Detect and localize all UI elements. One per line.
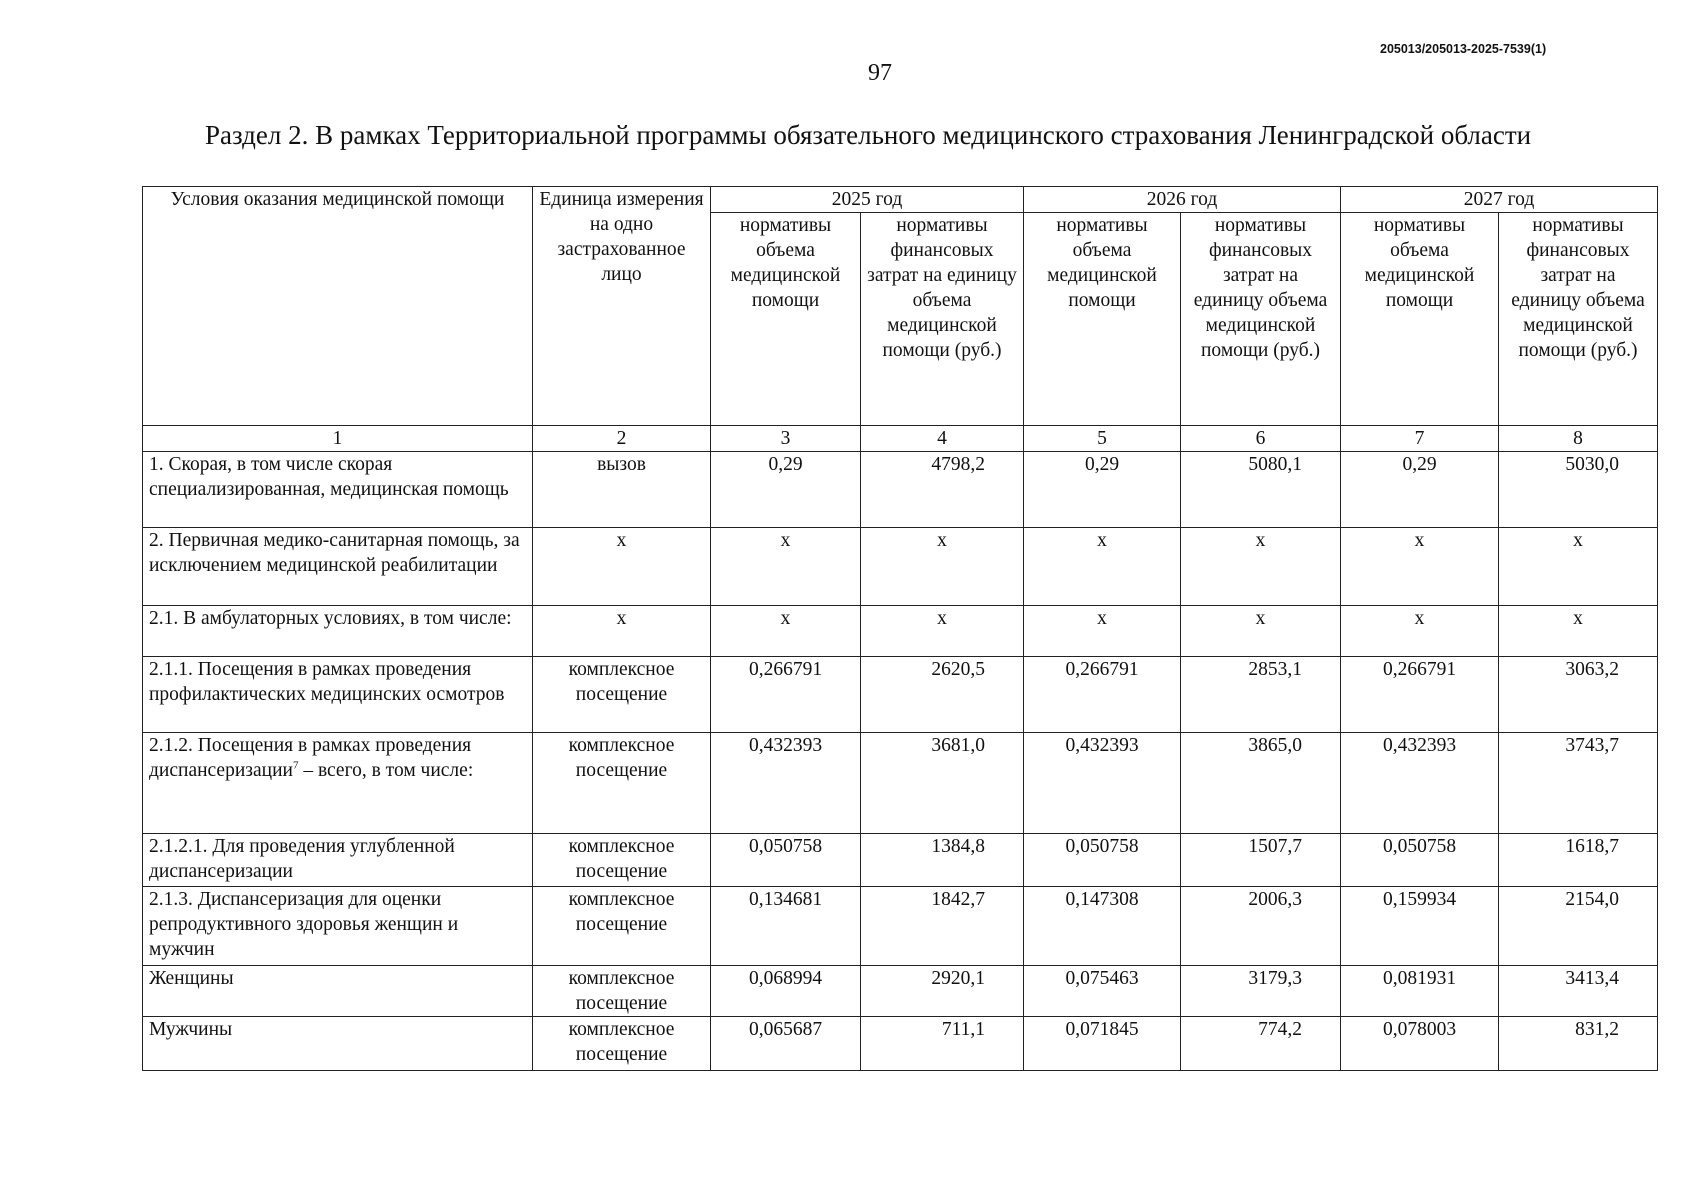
header-row-years: [143, 187, 1658, 213]
header-year-2027: 2027 год: [1341, 187, 1658, 213]
cost-2027: х: [1499, 606, 1658, 657]
cost-2025: 2920,1: [861, 966, 1024, 1017]
volume-2025: 0,068994: [711, 966, 861, 1017]
cost-2026: 774,2: [1181, 1017, 1341, 1071]
volume-2026: 0,050758: [1024, 834, 1181, 887]
footnote-mark: 7: [292, 759, 299, 772]
volume-2027: 0,050758: [1341, 834, 1499, 887]
volume-2027: х: [1341, 606, 1499, 657]
cost-2026: 5080,1: [1181, 452, 1341, 528]
row-unit: комплексное посещение: [533, 887, 711, 966]
cost-2025: х: [861, 606, 1024, 657]
row-label: 2.1.1. Посещения в рамках проведения профилактических медицинских осмотров: [143, 657, 533, 733]
row-label: 2.1. В амбулаторных условиях, в том числе:: [143, 606, 533, 657]
volume-2025: х: [711, 528, 861, 606]
table-row: [143, 966, 1658, 1017]
cost-2026: 1507,7: [1181, 834, 1341, 887]
volume-2025: 0,050758: [711, 834, 861, 887]
table-row: [143, 528, 1658, 606]
row-unit: комплексное посещение: [533, 657, 711, 733]
volume-2026: 0,075463: [1024, 966, 1181, 1017]
cost-2027: 831,2: [1499, 1017, 1658, 1071]
column-number: 2: [533, 426, 711, 452]
row-label-part1: 2.1.2. Посещения в рамках проведения диспансеризации: [149, 735, 472, 781]
table-row: [143, 733, 1658, 834]
volume-2025: 0,29: [711, 452, 861, 528]
header-conditions: Условия оказания медицинской помощи: [143, 187, 533, 426]
row-unit: х: [533, 528, 711, 606]
volume-2026: 0,266791: [1024, 657, 1181, 733]
cost-2026: х: [1181, 528, 1341, 606]
section-title: Раздел 2. В рамках Территориальной программы обязательного медицинского страхования Ленинградской области: [205, 120, 1532, 150]
cost-2027: 3413,4: [1499, 966, 1658, 1017]
row-label: Женщины: [143, 966, 533, 1017]
row-label: Мужчины: [143, 1017, 533, 1071]
volume-2025: 0,266791: [711, 657, 861, 733]
volume-2026: 0,432393: [1024, 733, 1181, 834]
row-unit: комплексное посещение: [533, 733, 711, 834]
header-volume-2027: нормативы объема медицинской помощи: [1341, 213, 1499, 426]
row-unit: комплексное посещение: [533, 1017, 711, 1071]
table-row: [143, 887, 1658, 966]
table-row: [143, 1017, 1658, 1071]
document-id: 205013/205013-2025-7539(1): [1380, 42, 1547, 56]
column-number: 7: [1341, 426, 1499, 452]
header-cost-2026: нормативы финансовых затрат на единицу объема медицинской помощи (руб.): [1181, 213, 1341, 426]
volume-2025: 0,065687: [711, 1017, 861, 1071]
cost-2026: 2006,3: [1181, 887, 1341, 966]
cost-2027: х: [1499, 528, 1658, 606]
table-row: [143, 452, 1658, 528]
volume-2026: 0,147308: [1024, 887, 1181, 966]
row-label: 2.1.3. Диспансеризация для оценки репродуктивного здоровья женщин и мужчин: [143, 887, 533, 966]
cost-2027: 5030,0: [1499, 452, 1658, 528]
volume-2027: 0,432393: [1341, 733, 1499, 834]
column-number-row: [143, 426, 1658, 452]
column-number: 5: [1024, 426, 1181, 452]
cost-2026: 3179,3: [1181, 966, 1341, 1017]
row-label: 1. Скорая, в том числе скорая специализированная, медицинская помощь: [143, 452, 533, 528]
cost-2025: 3681,0: [861, 733, 1024, 834]
cost-2026: 3865,0: [1181, 733, 1341, 834]
row-unit: комплексное посещение: [533, 966, 711, 1017]
cost-2025: 1384,8: [861, 834, 1024, 887]
header-unit: Единица измерения на одно застрахованное лицо: [533, 187, 711, 426]
header-volume-2025: нормативы объема медицинской помощи: [711, 213, 861, 426]
cost-2025: х: [861, 528, 1024, 606]
volume-2025: х: [711, 606, 861, 657]
cost-2027: 1618,7: [1499, 834, 1658, 887]
column-number: 1: [143, 426, 533, 452]
column-number: 6: [1181, 426, 1341, 452]
column-number: 4: [861, 426, 1024, 452]
row-label-part2: – всего, в том числе:: [298, 760, 474, 781]
volume-2026: 0,071845: [1024, 1017, 1181, 1071]
row-unit: х: [533, 606, 711, 657]
volume-2027: 0,29: [1341, 452, 1499, 528]
cost-2026: 2853,1: [1181, 657, 1341, 733]
standards-table: [142, 186, 1658, 1071]
row-label: 2.1.2.1. Для проведения углубленной диспансеризации: [143, 834, 533, 887]
header-cost-2027: нормативы финансовых затрат на единицу объема медицинской помощи (руб.): [1499, 213, 1658, 426]
volume-2026: х: [1024, 606, 1181, 657]
volume-2027: 0,266791: [1341, 657, 1499, 733]
page-number: 97: [868, 60, 892, 86]
volume-2025: 0,432393: [711, 733, 861, 834]
cost-2025: 4798,2: [861, 452, 1024, 528]
volume-2027: 0,078003: [1341, 1017, 1499, 1071]
table-row: [143, 834, 1658, 887]
cost-2025: 2620,5: [861, 657, 1024, 733]
column-number: 3: [711, 426, 861, 452]
volume-2026: 0,29: [1024, 452, 1181, 528]
header-volume-2026: нормативы объема медицинской помощи: [1024, 213, 1181, 426]
row-label: 2. Первичная медико-санитарная помощь, за исключением медицинской реабилитации: [143, 528, 533, 606]
volume-2027: 0,159934: [1341, 887, 1499, 966]
column-number: 8: [1499, 426, 1658, 452]
volume-2027: 0,081931: [1341, 966, 1499, 1017]
header-year-2025: 2025 год: [711, 187, 1024, 213]
cost-2027: 3063,2: [1499, 657, 1658, 733]
cost-2027: 2154,0: [1499, 887, 1658, 966]
row-unit: вызов: [533, 452, 711, 528]
table-row: [143, 657, 1658, 733]
row-unit: комплексное посещение: [533, 834, 711, 887]
row-label: [143, 733, 533, 834]
volume-2025: 0,134681: [711, 887, 861, 966]
header-cost-2025: нормативы финансовых затрат на единицу объема медицинской помощи (руб.): [861, 213, 1024, 426]
cost-2025: 711,1: [861, 1017, 1024, 1071]
cost-2025: 1842,7: [861, 887, 1024, 966]
table-row: [143, 606, 1658, 657]
volume-2027: х: [1341, 528, 1499, 606]
cost-2027: 3743,7: [1499, 733, 1658, 834]
header-year-2026: 2026 год: [1024, 187, 1341, 213]
volume-2026: х: [1024, 528, 1181, 606]
cost-2026: х: [1181, 606, 1341, 657]
